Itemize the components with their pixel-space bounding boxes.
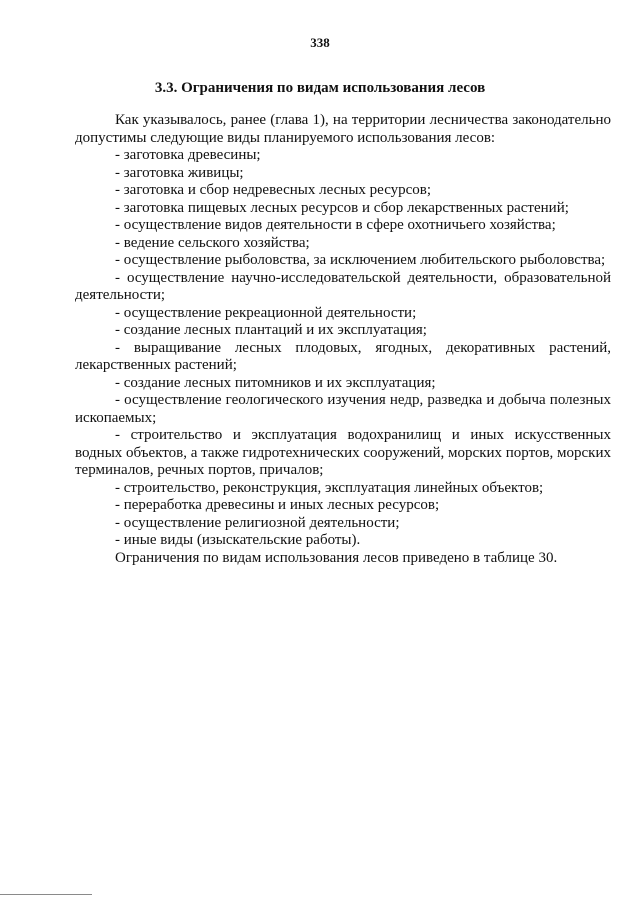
list-item: - осуществление геологического изучения недр, разведка и добыча полезных ископаемых;: [75, 392, 611, 426]
page-number: 338: [310, 35, 330, 50]
list-item: - осуществление рекреационной деятельности;: [115, 304, 417, 321]
footer-rule: [0, 894, 92, 895]
list-item: - создание лесных питомников и их эксплуатация;: [115, 374, 436, 391]
list-item: - заготовка живицы;: [115, 164, 244, 181]
list-item: - строительство и эксплуатация водохранилищ и иных искусственных водных объектов, а также гидротехнических сооружений, морских портов, морских терминалов, речных портов, причалов;: [75, 427, 612, 478]
list-item: - переработка древесины и иных лесных ресурсов;: [115, 497, 440, 513]
list-item: - осуществление видов деятельности в сфере охотничьего хозяйства;: [115, 217, 556, 233]
closing-paragraph: Ограничения по видам использования лесов приведено в таблице 30.: [115, 549, 558, 566]
body-text: [75, 112, 611, 567]
list-item: - строительство, реконструкция, эксплуатация линейных объектов;: [115, 479, 544, 496]
list-item: - заготовка и сбор недревесных лесных ресурсов;: [115, 182, 432, 198]
section-title: 3.3. Ограничения по видам использования лесов: [154, 80, 486, 96]
list-item: - иные виды (изыскательские работы).: [115, 532, 361, 548]
list-item: - создание лесных плантаций и их эксплуатация;: [115, 322, 427, 338]
intro-paragraph: Как указывалось, ранее (глава 1), на территории лесничества законодательно допустимы следующие виды планируемого использования лесов:: [75, 112, 611, 146]
list-item: - заготовка пищевых лесных ресурсов и сбор лекарственных растений;: [115, 199, 569, 216]
list-item: - осуществление религиозной деятельности;: [115, 514, 400, 531]
list-item: - заготовка древесины;: [115, 147, 261, 163]
list-item: - осуществление научно-исследовательской деятельности, образовательной деятельности;: [75, 269, 611, 303]
list-item: - ведение сельского хозяйства;: [115, 234, 310, 251]
list-item: - осуществление рыболовства, за исключением любительского рыболовства;: [115, 252, 606, 268]
list-item: - выращивание лесных плодовых, ягодных, декоративных растений, лекарственных растений;: [75, 339, 611, 373]
